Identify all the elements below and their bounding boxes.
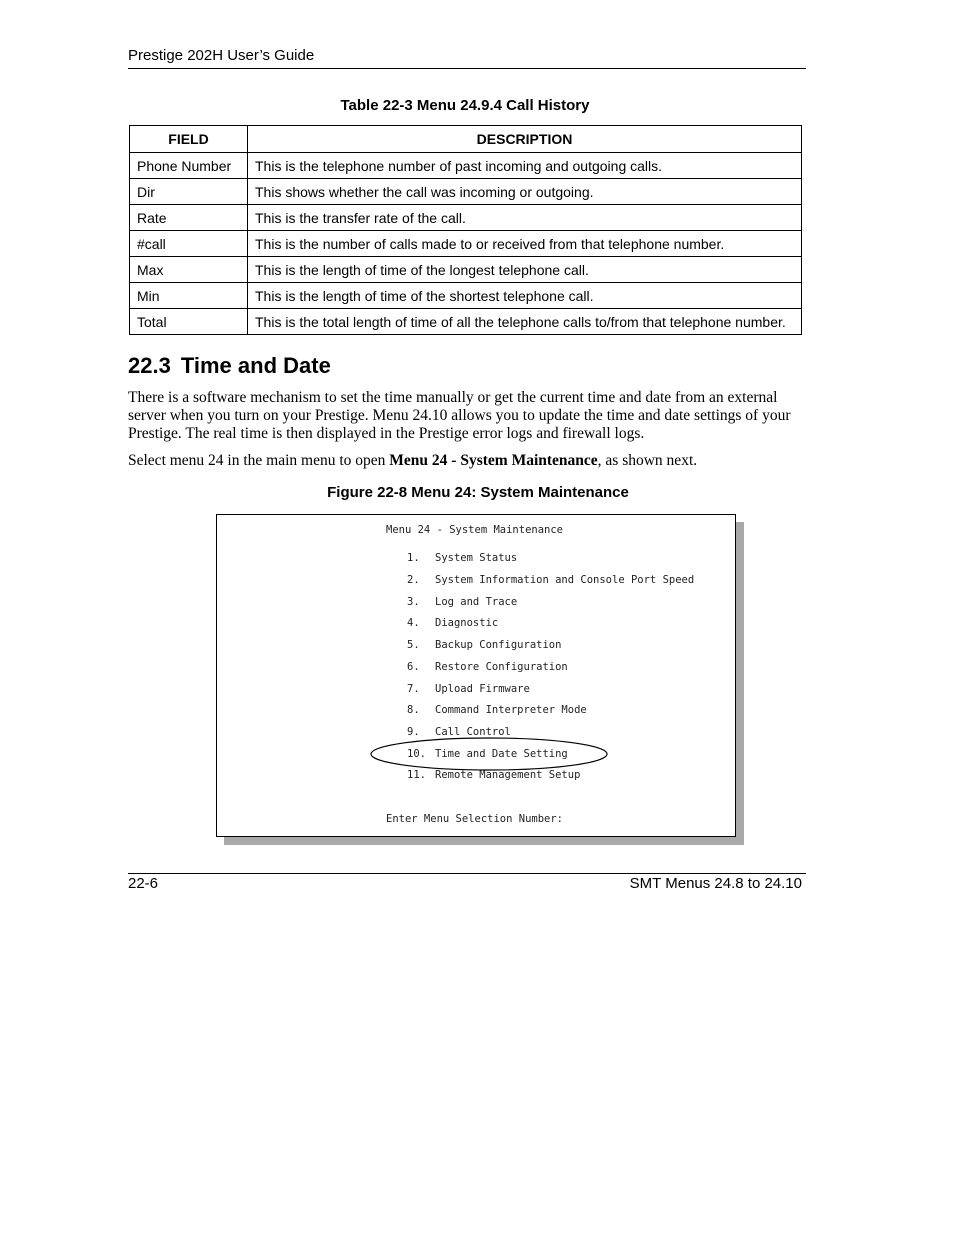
table-row [130,153,802,179]
body-paragraph: There is a software mechanism to set the time manually or get the current time and date from an external server when you turn on your Prestige. Menu 24.10 allows you to update the time and date settings of your Prestige. The real time is then displayed in the Prestige error logs and firewall logs. [128,389,791,442]
figure-caption: Figure 22-8 Menu 24: System Maintenance [327,484,629,501]
table-row [130,231,802,257]
call-history-table [129,125,802,335]
column-header-field: FIELD [130,126,248,153]
page-number: 22-6 [128,875,159,892]
section-number: 22.3 [128,353,171,378]
menu-item[interactable] [407,639,561,651]
menu-item-label: Backup Configuration [435,639,562,651]
menu-item-label: Upload Firmware [435,683,530,695]
menu-reference: Menu 24 - System Maintenance [389,452,598,469]
paragraph-text: Select menu 24 in the main menu to open [128,452,390,469]
menu-item[interactable] [407,617,498,629]
menu-item[interactable] [407,683,530,695]
field-cell: Phone Number [130,153,248,179]
menu-item-number: 6. [407,661,420,673]
description-cell: This is the transfer rate of the call. [248,205,802,231]
highlight-ellipse [368,735,612,773]
menu-item[interactable] [407,596,517,608]
field-cell: Rate [130,205,248,231]
section-title: Time and Date [180,353,331,378]
description-cell: This shows whether the call was incoming or outgoing. [248,179,802,205]
menu-item-label: Time and Date Setting [435,748,568,760]
document-title: Prestige 202H User’s Guide [128,47,315,64]
description-cell: This is the length of time of the longest telephone call. [248,257,802,283]
menu-item-label: Command Interpreter Mode [435,704,587,716]
menu-item-label: Call Control [435,726,511,738]
menu-item-number: 11. [407,769,426,781]
menu-item-label: Log and Trace [435,596,518,608]
table-row [130,179,802,205]
table-header-row [130,126,802,153]
description-cell: This is the number of calls made to or received from that telephone number. [248,231,802,257]
menu-item-number: 2. [407,574,420,586]
menu-item[interactable] [407,704,587,716]
field-cell: Max [130,257,248,283]
field-cell: Total [130,309,248,335]
chapter-title: SMT Menus 24.8 to 24.10 [629,875,802,892]
header-divider [128,68,806,69]
field-cell: #call [130,231,248,257]
menu-item-number: 9. [407,726,420,738]
menu-item-number: 10. [407,748,426,760]
menu-item-number: 1. [407,552,420,564]
menu-item-number: 7. [407,683,420,695]
table-row [130,205,802,231]
field-cell: Dir [130,179,248,205]
paragraph-text: , as shown next. [597,452,698,469]
menu-item[interactable] [407,574,694,586]
table-row [130,309,802,335]
field-cell: Min [130,283,248,309]
table-row [130,283,802,309]
terminal-screen [216,514,736,837]
menu-item-label: Restore Configuration [435,661,568,673]
selection-prompt: Enter Menu Selection Number: [386,813,564,825]
menu-title: Menu 24 - System Maintenance [386,524,564,536]
menu-item-label: System Status [435,552,518,564]
footer-divider [128,873,806,874]
menu-item-number: 3. [407,596,420,608]
menu-item[interactable] [407,552,517,564]
table-caption: Table 22-3 Menu 24.9.4 Call History [340,97,590,114]
body-paragraph [128,452,808,470]
menu-item-number: 4. [407,617,420,629]
menu-item[interactable] [407,661,568,673]
description-cell: This is the length of time of the shortest telephone call. [248,283,802,309]
description-cell: This is the total length of time of all the telephone calls to/from that telephone number. [248,309,802,335]
menu-item-label: Remote Management Setup [435,769,581,781]
menu-item-label: Diagnostic [435,617,499,629]
menu-item-label: System Information and Console Port Speed [435,574,695,586]
menu-item-number: 5. [407,639,420,651]
menu-item-number: 8. [407,704,420,716]
section-heading [128,353,331,379]
column-header-description: DESCRIPTION [248,126,802,153]
description-cell: This is the telephone number of past incoming and outgoing calls. [248,153,802,179]
table-row [130,257,802,283]
